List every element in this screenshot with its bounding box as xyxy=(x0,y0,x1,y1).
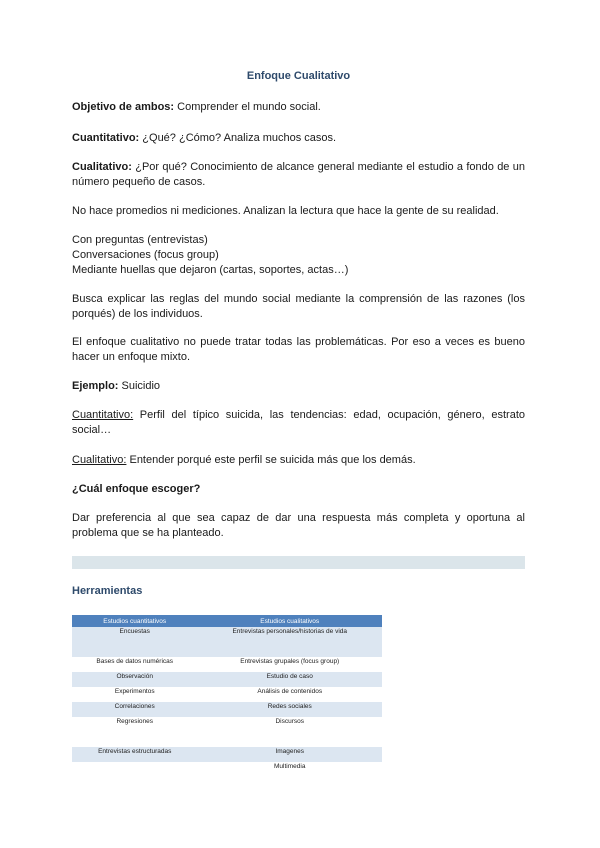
table-cell xyxy=(72,762,197,777)
paragraph-objetivo xyxy=(72,100,525,115)
paragraph-ejemplo-cuantitativo xyxy=(72,408,525,438)
table-row xyxy=(72,702,382,717)
paragraph-text: ¿Qué? ¿Cómo? Analiza muchos casos. xyxy=(139,132,337,144)
table-cell: Imagenes xyxy=(197,747,382,762)
table-cell: Observación xyxy=(72,672,197,687)
table-cell: Entrevistas personales/historias de vida xyxy=(197,627,382,657)
paragraph-text: Comprender el mundo social. xyxy=(174,101,321,113)
table-cell: Bases de datos numéricas xyxy=(72,657,197,672)
table-cell: Regresiones xyxy=(72,717,197,747)
underlined-label: Cualitativo: xyxy=(72,454,127,466)
paragraph-text: ¿Por qué? Conocimiento de alcance general mediante el estudio a fondo de un número pequeño de casos. xyxy=(72,161,525,188)
paragraph-mixto: El enfoque cualitativo no puede tratar todas las problemáticas. Por eso a veces es bueno hacer un enfoque mixto. xyxy=(72,336,525,363)
bold-label: Cualitativo: xyxy=(72,161,132,173)
table-header: Estudios cualitativos xyxy=(197,615,382,627)
paragraph-cuantitativo xyxy=(72,131,525,146)
table-cell: Discursos xyxy=(197,717,382,747)
paragraph-text: Suicidio xyxy=(118,380,161,392)
table-cell: Análisis de contenidos xyxy=(197,687,382,702)
bold-label: Ejemplo: xyxy=(72,380,119,392)
tools-table xyxy=(72,615,382,777)
table-cell: Multimedia xyxy=(197,762,382,777)
list-item: Conversaciones (focus group) xyxy=(72,249,219,261)
list-item: Con preguntas (entrevistas) xyxy=(72,234,208,246)
list-block xyxy=(72,233,525,278)
bold-label: Cuantitativo: xyxy=(72,132,140,144)
question-heading xyxy=(72,482,525,497)
table-cell: Experimentos xyxy=(72,687,197,702)
table-cell: Correlaciones xyxy=(72,702,197,717)
bold-label: ¿Cuál enfoque escoger? xyxy=(72,483,201,495)
paragraph-cualitativo xyxy=(72,160,525,190)
underlined-label: Cuantitativo: xyxy=(72,409,134,421)
paragraph-promedios: No hace promedios ni mediciones. Analizan la lectura que hace la gente de su realidad. xyxy=(72,205,499,217)
table-cell: Encuestas xyxy=(72,627,197,657)
paragraph-text: Perfil del típico suicida, las tendencias: edad, ocupación, género, estrato social… xyxy=(72,409,525,436)
table-cell: Entrevistas grupales (focus group) xyxy=(197,657,382,672)
table-header-row xyxy=(72,615,382,627)
table-row xyxy=(72,762,382,777)
paragraph-ejemplo-cualitativo xyxy=(72,453,525,468)
table-row xyxy=(72,717,382,747)
paragraph-text: Entender porqué este perfil se suicida más que los demás. xyxy=(126,454,416,466)
bold-label: Objetivo de ambos: xyxy=(72,101,175,113)
paragraph-preferencia: Dar preferencia al que sea capaz de dar una respuesta más completa y oportuna al problema que se ha planteado. xyxy=(72,512,525,539)
table-row xyxy=(72,627,382,657)
table-row xyxy=(72,687,382,702)
section-heading: Herramientas xyxy=(72,585,143,597)
table-header: Estudios cuantitativos xyxy=(72,615,197,627)
paragraph-ejemplo xyxy=(72,379,525,394)
table-row xyxy=(72,657,382,672)
table-cell: Entrevistas estructuradas xyxy=(72,747,197,762)
list-item: Mediante huellas que dejaron (cartas, soportes, actas…) xyxy=(72,264,349,276)
page-title: Enfoque Cualitativo xyxy=(246,70,351,82)
paragraph-reglas: Busca explicar las reglas del mundo social mediante la comprensión de las razones (los porqués) de los individuos. xyxy=(72,293,525,320)
table-row xyxy=(72,672,382,687)
table-cell: Redes sociales xyxy=(197,702,382,717)
table-cell: Estudio de caso xyxy=(197,672,382,687)
table-row xyxy=(72,747,382,762)
section-divider-band xyxy=(72,556,525,569)
